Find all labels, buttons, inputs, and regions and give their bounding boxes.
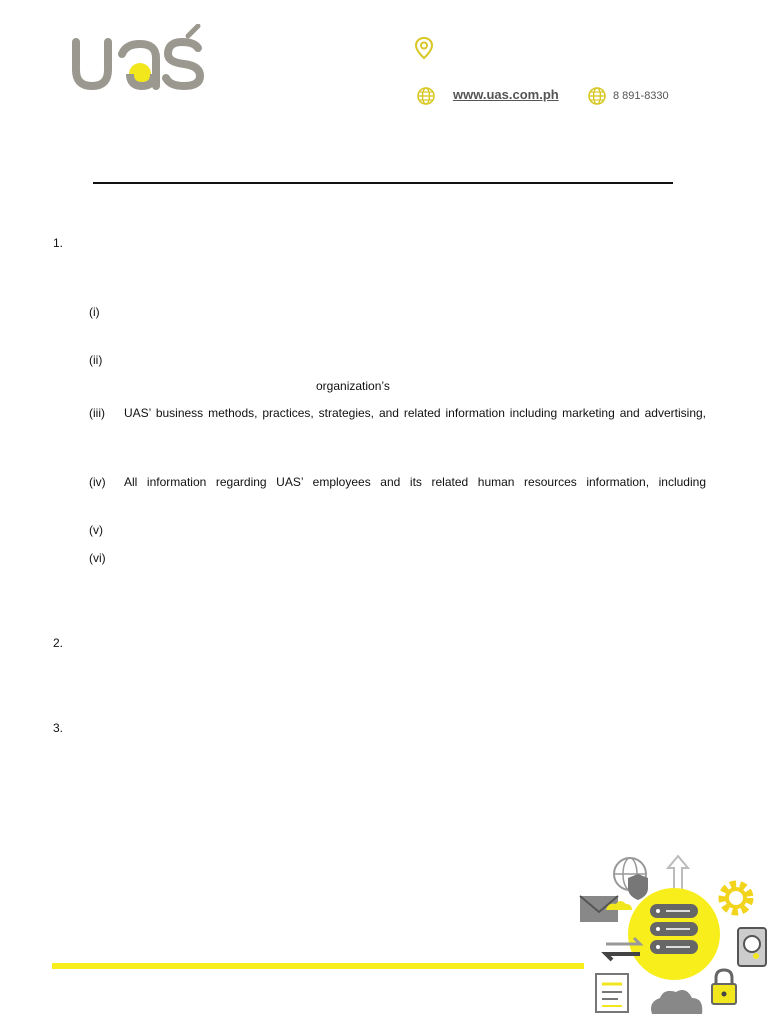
item-marker: (ii) <box>89 353 103 367</box>
section-number: 3. <box>53 721 64 735</box>
item-text: UAS’ business methods, practices, strategies, and related information including marketing and advertising, <box>124 406 706 420</box>
phone-number: 8 891-8330 <box>613 90 669 102</box>
website-link[interactable]: www.uas.com.ph <box>453 87 559 102</box>
location-pin-icon <box>414 36 434 60</box>
server-icon <box>650 904 698 954</box>
document-icon <box>596 974 628 1012</box>
item-marker: (iii) <box>89 406 105 420</box>
cloud-icon <box>651 990 702 1014</box>
globe-icon <box>587 86 607 106</box>
upload-arrow-icon <box>668 856 688 892</box>
section-number: 1. <box>53 236 64 250</box>
tech-illustration <box>576 848 768 1024</box>
shield-icon <box>628 874 648 900</box>
item-marker: (i) <box>89 305 100 319</box>
item-marker: (vi) <box>89 551 106 565</box>
text-fragment: organization’s <box>316 379 390 393</box>
item-marker: (iv) <box>89 475 106 489</box>
globe-icon <box>416 86 436 106</box>
uas-logo <box>70 24 206 94</box>
header-divider <box>93 182 673 184</box>
gear-icon <box>722 884 750 912</box>
padlock-icon <box>712 970 736 1004</box>
footer-accent-bar <box>52 963 584 969</box>
item-marker: (v) <box>89 523 103 537</box>
hard-drive-icon <box>738 928 766 966</box>
section-number: 2. <box>53 636 64 650</box>
item-text: All information regarding UAS’ employees and its related human resources information, including <box>124 475 706 489</box>
